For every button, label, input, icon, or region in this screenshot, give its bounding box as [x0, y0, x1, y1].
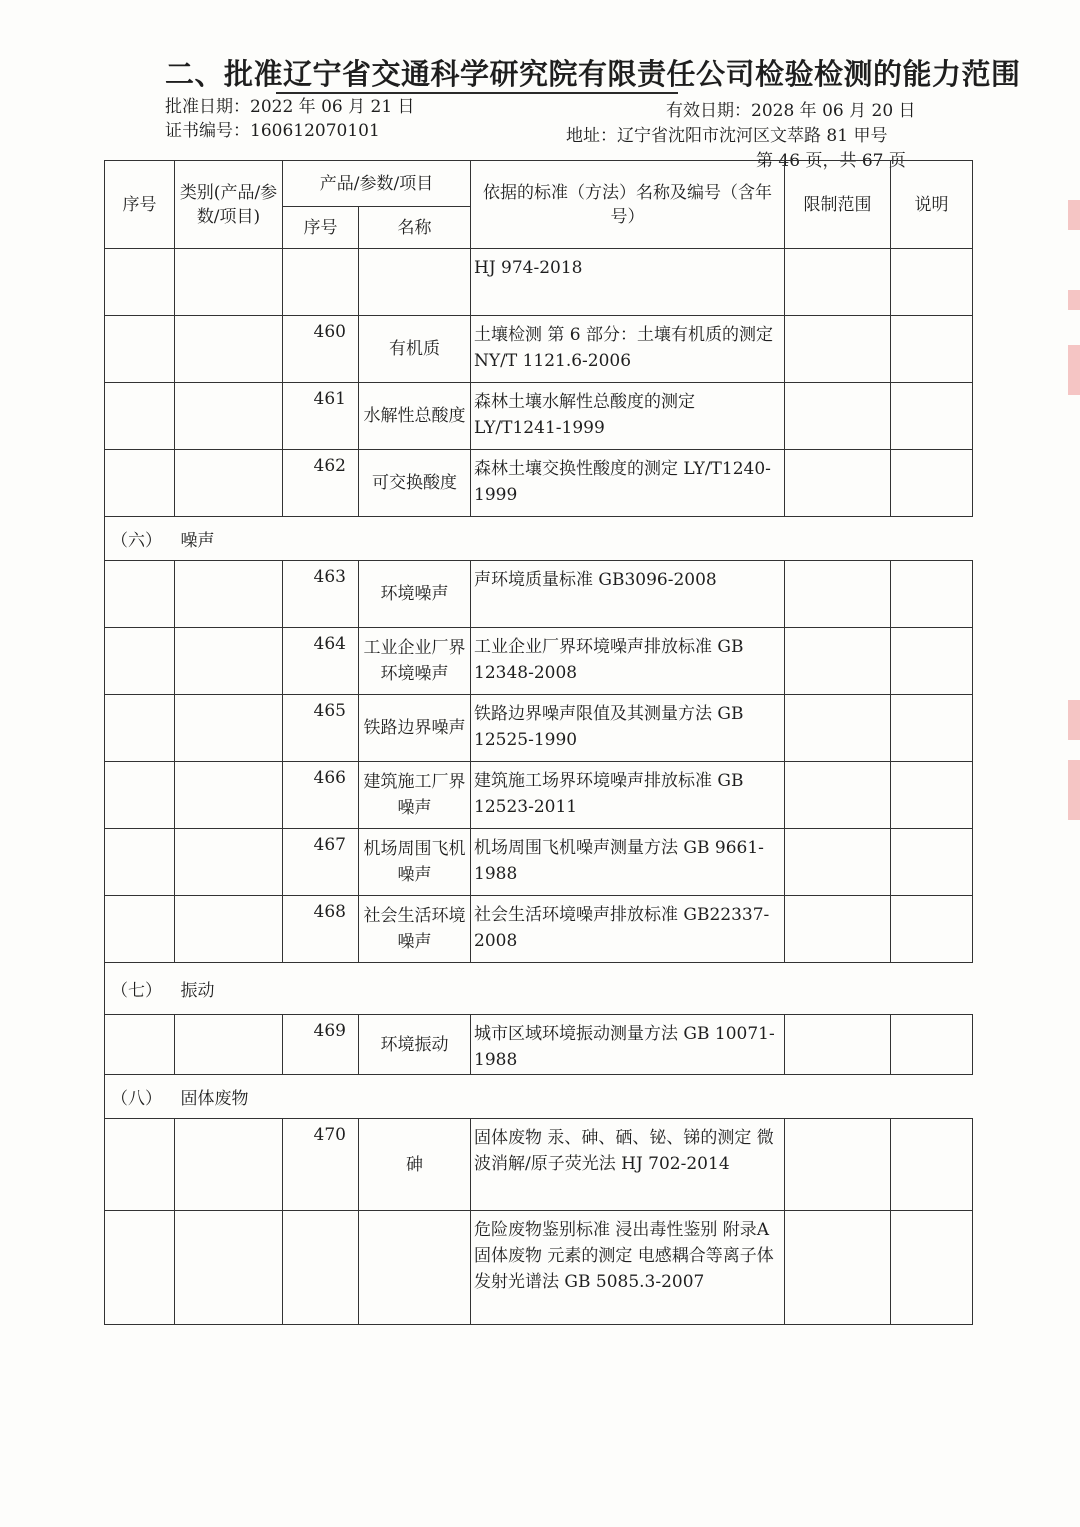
page-number: 第 46 页，共 67 页 — [756, 151, 906, 171]
section-number: （六） — [105, 517, 175, 561]
row-num: 470 — [283, 1119, 359, 1211]
row-num: 468 — [283, 896, 359, 963]
row-num: 463 — [283, 561, 359, 628]
row-standard: 危险废物鉴别标准 浸出毒性鉴别 附录A 固体废物 元素的测定 电感耦合等离子体发射光谱法 GB 5085.3-2007 — [471, 1211, 785, 1325]
row-name: 建筑施工厂界噪声 — [359, 762, 471, 829]
section-name: 固体废物 — [175, 1075, 973, 1119]
row-name: 铁路边界噪声 — [359, 695, 471, 762]
section-name: 振动 — [175, 963, 973, 1015]
row-name: 社会生活环境噪声 — [359, 896, 471, 963]
col-seq: 序号 — [105, 161, 175, 249]
section-number: （七） — [105, 963, 175, 1015]
row-name: 可交换酸度 — [359, 450, 471, 517]
row-num: 462 — [283, 450, 359, 517]
row-num — [283, 1211, 359, 1325]
table-row — [105, 1015, 973, 1075]
row-standard: 固体废物 汞、砷、硒、铋、锑的测定 微波消解/原子荧光法 HJ 702-2014 — [471, 1119, 785, 1211]
row-num — [283, 249, 359, 316]
row-standard: 机场周围飞机噪声测量方法 GB 9661-1988 — [471, 829, 785, 896]
table-row — [105, 896, 973, 963]
approval-date: 批准日期：2022 年 06 月 21 日 — [165, 97, 415, 117]
table-row — [105, 762, 973, 829]
table-row — [105, 829, 973, 896]
certificate-number: 证书编号：160612070101 — [165, 121, 380, 141]
row-standard: 铁路边界噪声限值及其测量方法 GB 12525-1990 — [471, 695, 785, 762]
row-standard: 声环境质量标准 GB3096-2008 — [471, 561, 785, 628]
section-name: 噪声 — [175, 517, 973, 561]
table-header-row — [105, 161, 973, 207]
row-num: 464 — [283, 628, 359, 695]
row-name: 工业企业厂界环境噪声 — [359, 628, 471, 695]
table-row — [105, 1119, 973, 1211]
row-name — [359, 249, 471, 316]
col-sub-name: 名称 — [359, 207, 471, 249]
row-standard: 建筑施工场界环境噪声排放标准 GB 12523-2011 — [471, 762, 785, 829]
col-limit: 限制范围 — [785, 161, 891, 249]
table-row — [105, 1211, 973, 1325]
table-row — [105, 316, 973, 383]
section-row-noise — [105, 517, 973, 561]
valid-date: 有效日期：2028 年 06 月 20 日 — [666, 101, 916, 121]
row-num: 466 — [283, 762, 359, 829]
row-name: 机场周围飞机噪声 — [359, 829, 471, 896]
table-row — [105, 383, 973, 450]
capability-table — [104, 160, 973, 1325]
row-name: 砷 — [359, 1119, 471, 1211]
section-row-vibration — [105, 963, 973, 1015]
table-row — [105, 450, 973, 517]
section-number: （八） — [105, 1075, 175, 1119]
col-category: 类别(产品/参数/项目) — [175, 161, 283, 249]
col-product: 产品/参数/项目 — [283, 161, 471, 207]
table-row — [105, 561, 973, 628]
row-num: 460 — [283, 316, 359, 383]
table-row — [105, 695, 973, 762]
row-name — [359, 1211, 471, 1325]
row-standard: 城市区域环境振动测量方法 GB 10071-1988 — [471, 1015, 785, 1075]
row-num: 465 — [283, 695, 359, 762]
table-row — [105, 628, 973, 695]
row-num: 467 — [283, 829, 359, 896]
row-standard: 森林土壤水解性总酸度的测定 LY/T1241-1999 — [471, 383, 785, 450]
row-standard: 工业企业厂界环境噪声排放标准 GB 12348-2008 — [471, 628, 785, 695]
col-sub-seq: 序号 — [283, 207, 359, 249]
row-num: 469 — [283, 1015, 359, 1075]
row-name: 有机质 — [359, 316, 471, 383]
row-standard: 森林土壤交换性酸度的测定 LY/T1240-1999 — [471, 450, 785, 517]
col-note: 说明 — [891, 161, 973, 249]
row-standard: 社会生活环境噪声排放标准 GB22337-2008 — [471, 896, 785, 963]
seal-fragment — [1068, 200, 1080, 230]
row-name: 水解性总酸度 — [359, 383, 471, 450]
seal-fragment — [1068, 700, 1080, 740]
seal-fragment — [1068, 760, 1080, 820]
seal-fragment — [1068, 345, 1080, 395]
table-row — [105, 249, 973, 316]
row-name: 环境噪声 — [359, 561, 471, 628]
row-num: 461 — [283, 383, 359, 450]
section-row-solid-waste — [105, 1075, 973, 1119]
address: 地址：辽宁省沈阳市沈河区文萃路 81 甲号 — [566, 126, 888, 146]
row-standard: HJ 974-2018 — [471, 249, 785, 316]
document-title: 二、批准辽宁省交通科学研究院有限责任公司检验检测的能力范围 — [165, 57, 1021, 91]
row-standard: 土壤检测 第 6 部分：土壤有机质的测定 NY/T 1121.6-2006 — [471, 316, 785, 383]
seal-fragment — [1068, 290, 1080, 310]
row-name: 环境振动 — [359, 1015, 471, 1075]
col-standard: 依据的标准（方法）名称及编号（含年号） — [471, 161, 785, 249]
